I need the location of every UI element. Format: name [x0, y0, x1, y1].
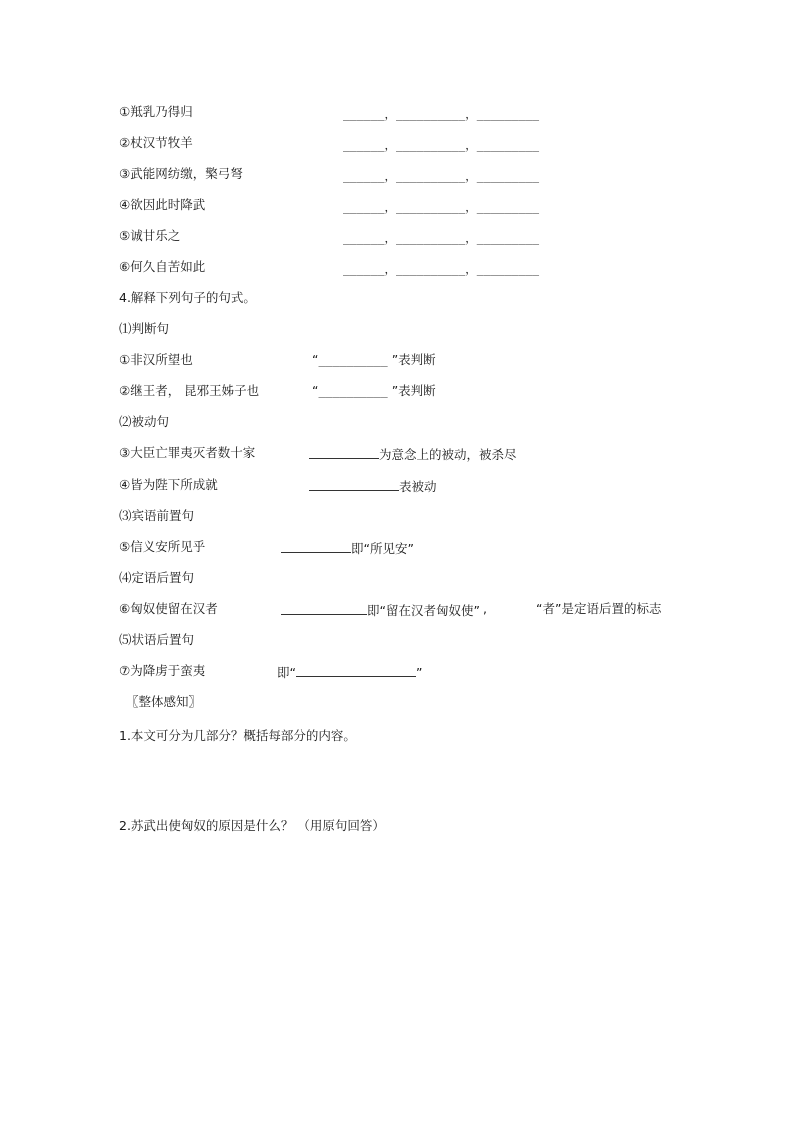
- q4-item-5-text: ⑤信义安所见乎: [119, 539, 206, 554]
- comma-separator: ,: [483, 601, 487, 616]
- group-object-preposed: ⑶宾语前置句: [119, 508, 195, 523]
- item-2-text: ②杖汉节牧羊: [119, 135, 193, 150]
- q4-item-7-blank[interactable]: [296, 663, 416, 677]
- q4-item-3-blank[interactable]: [309, 445, 379, 459]
- q4-item-2-blank[interactable]: __________: [318, 384, 388, 398]
- q4-item-4-suffix: 表被动: [399, 479, 437, 494]
- question-4-title: 4.解释下列句子的句式。: [119, 290, 256, 305]
- q4-item-2-suffix: ”表判断: [387, 383, 436, 398]
- q4-item-7-prefix: 即“: [277, 665, 296, 680]
- q4-item-4-text: ④皆为陛下所成就: [119, 477, 218, 492]
- q4-item-7-suffix: ”: [415, 665, 423, 680]
- q4-item-2-text: ②继王者， 昆邪王姊子也: [119, 383, 260, 398]
- item-2-blanks[interactable]: ______，__________，_________: [343, 138, 540, 152]
- group-passive: ⑵被动句: [119, 414, 170, 429]
- q4-item-5-answer: [281, 539, 414, 557]
- item-5-text: ⑤诚甘乐之: [119, 228, 181, 243]
- q4-item-6-note: “者”是定语后置的标志: [536, 601, 662, 616]
- item-6-blanks[interactable]: ______，__________，_________: [343, 262, 540, 276]
- item-1-text: ①羝乳乃得归: [119, 104, 193, 119]
- open-quote: “: [312, 383, 319, 398]
- open-quote: “: [312, 352, 319, 367]
- q4-item-1-answer: [312, 352, 436, 368]
- q4-item-4-answer: [309, 477, 437, 495]
- q4-item-3-suffix: 为意念上的被动，被杀尽: [379, 447, 517, 462]
- q4-item-1-blank[interactable]: __________: [318, 353, 388, 367]
- q4-item-2-answer: [312, 383, 436, 399]
- item-4-text: ④欲因此时降武: [119, 197, 206, 212]
- question-1: 1.本文可分为几部分？概括每部分的内容。: [119, 728, 356, 743]
- item-4-blanks[interactable]: ______，__________，_________: [343, 200, 540, 214]
- item-3-text: ③武能网纺缴，檠弓弩: [119, 166, 243, 181]
- group-judgment: ⑴判断句: [119, 321, 170, 336]
- group-adverbial-postposed: ⑸状语后置句: [119, 632, 195, 647]
- q4-item-6-suffix: 即“留在汉者匈奴使”: [367, 603, 480, 618]
- q4-item-1-text: ①非汉所望也: [119, 352, 193, 367]
- q4-item-5-blank[interactable]: [281, 539, 351, 553]
- q4-item-4-blank[interactable]: [309, 477, 399, 491]
- q4-item-7-text: ⑦为降虏于蛮夷: [119, 663, 206, 678]
- q4-item-1-suffix: ”表判断: [387, 352, 436, 367]
- q4-item-6-text: ⑥匈奴使留在汉者: [119, 601, 218, 616]
- item-1-blanks[interactable]: ______，__________，_________: [343, 107, 540, 121]
- item-6-text: ⑥何久自苦如此: [119, 259, 206, 274]
- group-attributive-postposed: ⑷定语后置句: [119, 570, 195, 585]
- item-5-blanks[interactable]: ______，__________，_________: [343, 231, 540, 245]
- section-title-overall: 〖整体感知〗: [126, 694, 202, 709]
- item-3-blanks[interactable]: ______，__________，_________: [343, 169, 540, 183]
- q4-item-6-answer: [281, 601, 480, 619]
- q4-item-5-suffix: 即“所见安”: [351, 541, 414, 556]
- q4-item-6-blank[interactable]: [281, 601, 367, 615]
- q4-item-7-answer: [277, 663, 422, 681]
- q4-item-3-answer: [309, 445, 517, 463]
- q4-item-3-text: ③大臣亡罪夷灭者数十家: [119, 445, 256, 460]
- question-2: 2.苏武出使匈奴的原因是什么？ （用原句回答）: [119, 818, 385, 833]
